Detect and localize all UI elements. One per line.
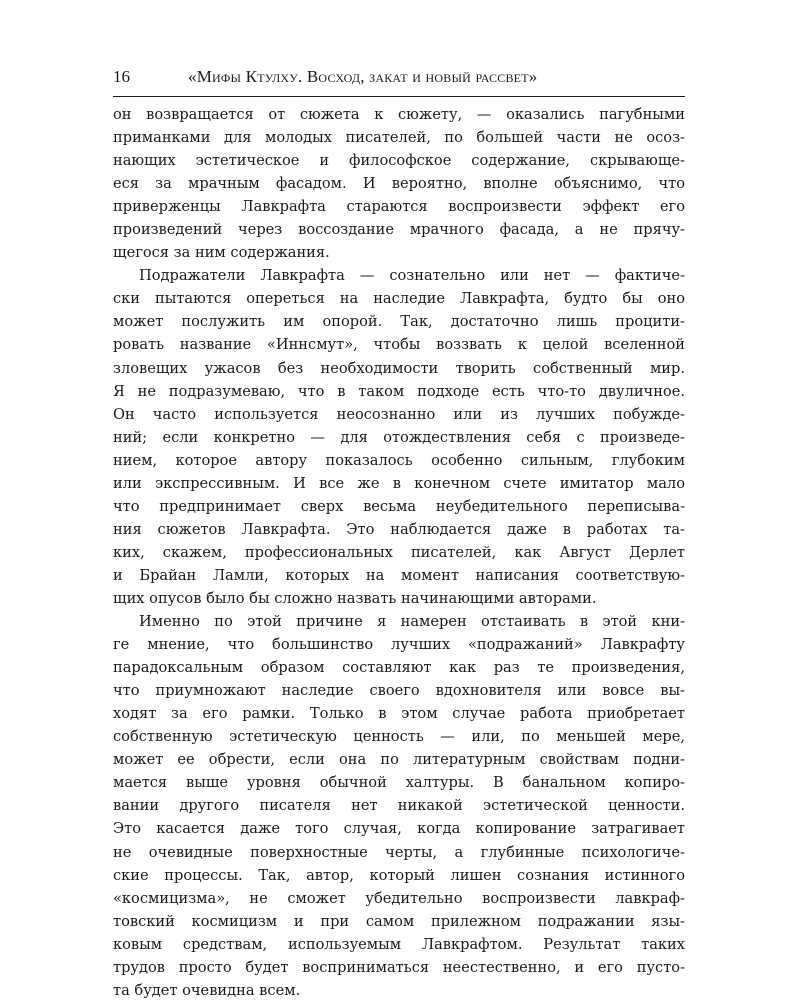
text-line: «космицизма», не сможет убедительно воспроизвести лавкраф- xyxy=(113,889,685,907)
text-line: или экспрессивным. И все же в конечном счете имитатор мало xyxy=(113,474,685,492)
text-line: собственную эстетическую ценность — или, по меньшей мере, xyxy=(113,728,685,746)
running-title: «Мифы Ктулху. Восход, закат и новый рассвет» xyxy=(188,67,538,86)
text-line: трудов просто будет восприниматься неестественно, и его пусто- xyxy=(113,958,685,976)
text-line: ний; если конкретно — для отождествления себя с произведе- xyxy=(113,428,685,446)
paragraph xyxy=(113,103,685,264)
text-line: ге мнение, что большинство лучших «подражаний» Лавкрафту xyxy=(113,636,685,654)
text-line: Я не подразумеваю, что в таком подходе есть что-то двуличное. xyxy=(113,382,685,400)
text-line: ски пытаются опереться на наследие Лавкрафта, будто бы оно xyxy=(113,290,685,308)
text-line: ния сюжетов Лавкрафта. Это наблюдается даже в работах та- xyxy=(113,520,685,538)
page-number: 16 xyxy=(113,67,130,86)
text-line: ких, скажем, профессиональных писателей, как Август Дерлет xyxy=(113,543,685,561)
book-page xyxy=(113,62,685,1002)
text-line: приманками для молодых писателей, по большей части не осоз- xyxy=(113,129,685,147)
text-line: щих опусов было бы сложно назвать начинающими авторами. xyxy=(113,589,597,607)
text-line: Он часто используется неосознанно или из лучших побужде- xyxy=(113,405,685,423)
text-line: еся за мрачным фасадом. И вероятно, вполне объяснимо, что xyxy=(113,175,685,193)
text-line: Именно по этой причине я намерен отстаивать в этой кни- xyxy=(139,613,685,631)
text-line: Это касается даже того случая, когда копирование затрагивает xyxy=(113,820,685,838)
header-rule xyxy=(113,96,685,97)
text-line: Подражатели Лавкрафта — сознательно или нет — фактиче- xyxy=(139,267,685,285)
text-line: не очевидные поверхностные черты, а глубинные психологиче- xyxy=(113,843,685,861)
text-line: ковым средствам, используемым Лавкрафтом. Результат таких xyxy=(113,935,685,953)
paragraph xyxy=(113,264,685,610)
text-line: может ее обрести, если она по литературным свойствам подни- xyxy=(113,751,685,769)
text-line: произведений через воссоздание мрачного фасада, а не прячу- xyxy=(113,221,685,239)
text-line: та будет очевидна всем. xyxy=(113,981,301,999)
text-line: вании другого писателя нет никакой эстетической ценности. xyxy=(113,797,685,815)
text-line: ские процессы. Так, автор, который лишен сознания истинного xyxy=(113,866,685,884)
text-line: может послужить им опорой. Так, достаточно лишь процити- xyxy=(113,313,685,331)
text-line: мается выше уровня обычной халтуры. В банальном копиро- xyxy=(113,774,685,792)
text-line: нающих эстетическое и философское содержание, скрывающе- xyxy=(113,152,685,170)
body-text xyxy=(113,103,685,1002)
text-line: ровать название «Иннсмут», чтобы воззвать к целой вселенной xyxy=(113,336,685,354)
text-line: приверженцы Лавкрафта стараются воспроизвести эффект его xyxy=(113,198,685,216)
text-line: ходят за его рамки. Только в этом случае работа приобретает xyxy=(113,705,685,723)
text-line: нием, которое автору показалось особенно сильным, глубоким xyxy=(113,451,685,469)
text-line: парадоксальным образом составляют как раз те произведения, xyxy=(113,659,685,677)
text-line: что приумножают наследие своего вдохновителя или вовсе вы- xyxy=(113,682,685,700)
paragraph xyxy=(113,610,685,1002)
text-line: он возвращается от сюжета к сюжету, — оказались пагубными xyxy=(113,106,685,123)
text-line: и Брайан Ламли, которых на момент написания соответствую- xyxy=(113,566,685,584)
text-line: зловещих ужасов без необходимости творить собственный мир. xyxy=(113,359,685,377)
running-head xyxy=(113,62,685,92)
text-line: что предпринимает сверх весьма неубедительного переписыва- xyxy=(113,497,685,515)
text-line: товский космицизм и при самом прилежном подражании язы- xyxy=(113,912,685,930)
text-line: щегося за ним содержания. xyxy=(113,244,330,262)
